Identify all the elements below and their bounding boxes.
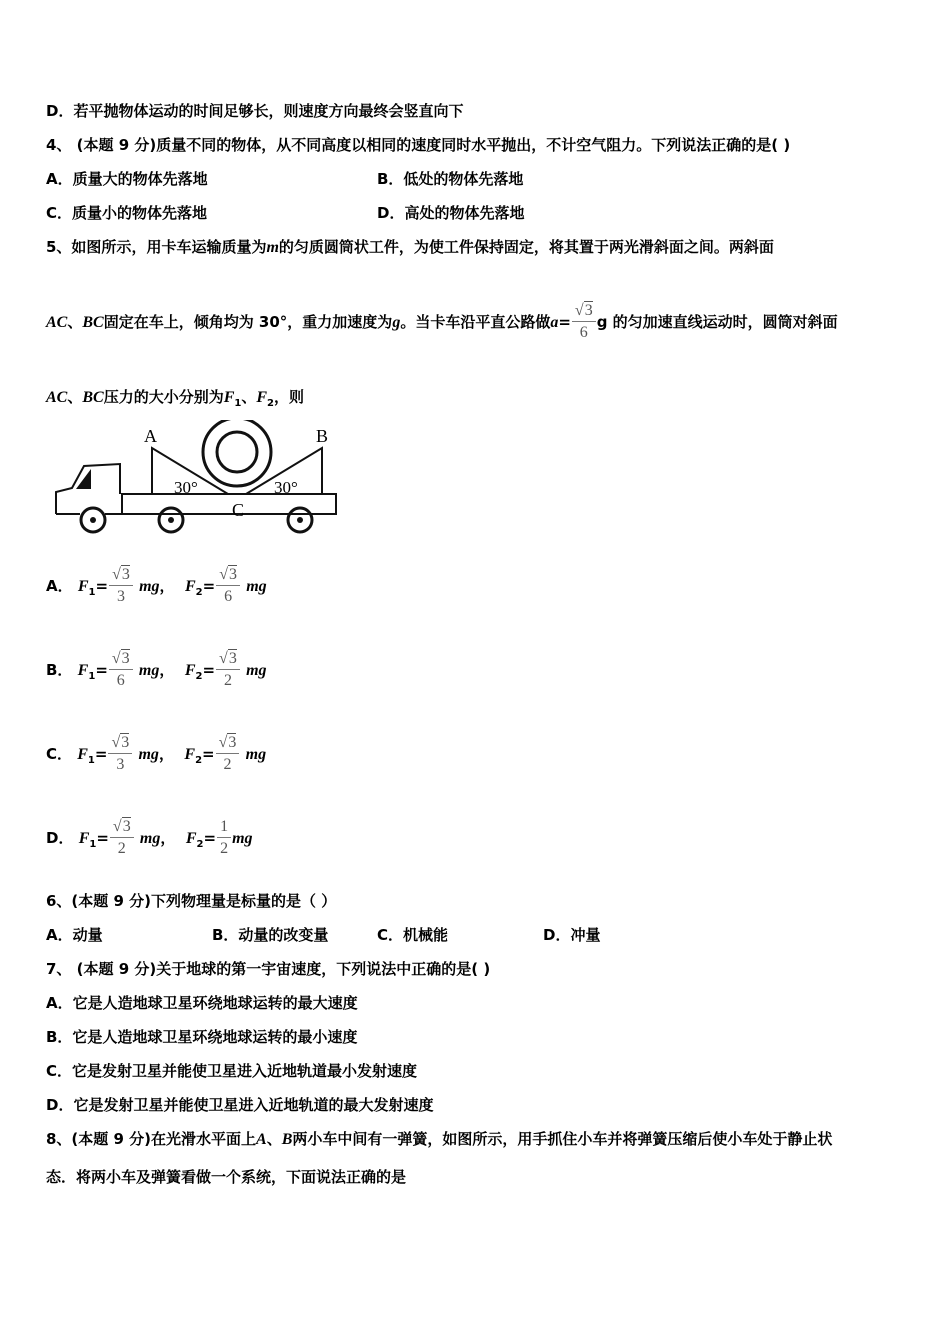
var-f: F [77, 578, 89, 595]
text: C．它是发射卫星并能使卫星进入近地轨道最小发射速度 [46, 1062, 418, 1080]
fraction-sqrt3-over-6 [572, 301, 596, 344]
text: B．动量的改变量 [212, 926, 329, 944]
fraction [109, 565, 133, 608]
sqrt-sign: √ [219, 650, 228, 667]
angle-right: 30° [274, 478, 298, 497]
option-label: B． [46, 661, 73, 679]
var-f: F [78, 830, 90, 847]
text: 两小车中间有一弹簧，如图所示，用手抓住小车并将弹簧压缩后使小车处于静止状 [292, 1130, 833, 1148]
q7-option-c [46, 1060, 417, 1082]
question-6 [46, 890, 336, 912]
subscript: 1 [88, 671, 96, 682]
sqrt-sign: √ [219, 566, 228, 583]
subscript: 2 [196, 839, 204, 850]
label-c: C [232, 500, 245, 520]
denominator: 2 [223, 672, 232, 689]
var-mg: mg [138, 662, 160, 679]
fraction [216, 733, 240, 776]
fraction [216, 649, 240, 692]
denominator: 3 [116, 588, 125, 605]
var-mg: mg [246, 578, 267, 595]
text: C．机械能 [377, 926, 449, 944]
q5-option-b [46, 646, 267, 701]
q4-option-a [46, 168, 208, 190]
var-bc: BC [82, 314, 104, 331]
denominator: 3 [116, 756, 125, 773]
text: D．若平抛物体运动的时间足够长，则速度方向最终会竖直向下 [46, 102, 464, 120]
text: A．质量大的物体先落地 [46, 170, 208, 188]
text: 态．将两小车及弹簧看做一个系统，下面说法正确的是 [46, 1168, 407, 1186]
text: = [202, 577, 216, 595]
text: = [94, 745, 108, 763]
q5-option-c [46, 730, 266, 785]
question-5-line-1 [46, 236, 774, 259]
radicand: 3 [121, 734, 130, 751]
subscript: 2 [195, 587, 203, 598]
text: 的匀质圆筒状工件，为使工件保持固定，将其置于两光滑斜面之间。两斜面 [278, 238, 774, 256]
text: 4、 (本题 9 分)质量不同的物体，从不同高度以相同的速度同时水平抛出，不计空气阻力。下列说法正确的是( ) [46, 136, 791, 154]
option-label: A． [46, 577, 73, 595]
q4-option-c [46, 202, 207, 224]
text: 5、如图所示，用卡车运输质量为 [46, 238, 267, 256]
text: 7、 (本题 9 分)关于地球的第一宇宙速度，下列说法中正确的是( ) [46, 960, 491, 978]
var-m: m [266, 239, 279, 256]
question-7 [46, 958, 490, 980]
subscript: 1 [87, 755, 95, 766]
var-ac: AC [46, 314, 68, 331]
text: = [95, 577, 109, 595]
fraction [216, 565, 240, 608]
text: 、 [67, 388, 83, 406]
var-a: A [256, 1131, 267, 1148]
text: 压力的大小分别为 [103, 388, 224, 406]
text: 、 [266, 1130, 282, 1148]
var-mg: mg [245, 746, 267, 763]
text: ， [159, 661, 175, 679]
numerator: 1 [217, 817, 231, 838]
fraction [109, 649, 133, 692]
var-bc: BC [82, 389, 104, 406]
text: = [203, 829, 217, 847]
subscript: 2 [195, 671, 203, 682]
text: 固定在车上，倾角均为 30°，重力加速度为 [103, 313, 393, 331]
q4-option-d [377, 202, 524, 224]
text: A．动量 [46, 926, 103, 944]
radicand: 3 [121, 566, 130, 583]
var-f2: F [256, 389, 268, 406]
text: A．它是人造地球卫星环绕地球运转的最大速度 [46, 994, 358, 1012]
text: = [95, 661, 108, 679]
var-a: a [550, 314, 559, 331]
text: ， [158, 745, 174, 763]
var-f1: F [223, 389, 235, 406]
var-f: F [185, 578, 196, 595]
q4-option-b [377, 168, 523, 190]
var-b: B [281, 1131, 293, 1148]
question-4 [46, 134, 790, 156]
var-g: g [392, 314, 401, 331]
var-mg: mg [139, 830, 161, 847]
sqrt-sign: √ [218, 734, 228, 751]
fraction [110, 817, 134, 860]
radicand: 3 [122, 818, 131, 835]
text: 。当卡车沿平直公路做 [400, 313, 551, 331]
text: C．质量小的物体先落地 [46, 204, 208, 222]
text: D．冲量 [543, 926, 601, 944]
subscript: 1 [234, 398, 242, 409]
option-label: D． [46, 829, 74, 847]
denominator: 2 [117, 840, 126, 857]
subscript: 1 [88, 587, 96, 598]
denominator: 6 [116, 672, 125, 689]
angle-left: 30° [174, 478, 198, 497]
text: = [96, 829, 109, 847]
question-5-line-2 [46, 300, 838, 345]
q5-option-a [46, 562, 267, 617]
var-ac: AC [46, 389, 68, 406]
var-mg: mg [232, 830, 253, 847]
denominator: 2 [220, 840, 229, 857]
var-f: F [77, 662, 89, 679]
q7-option-b [46, 1026, 357, 1048]
label-b: B [316, 426, 329, 446]
text: = [558, 313, 571, 331]
option-label: C． [46, 745, 73, 763]
radicand: 3 [228, 650, 237, 667]
label-a: A [144, 426, 157, 446]
sqrt-sign: √ [111, 650, 121, 667]
prev-option-d [46, 100, 463, 122]
sqrt-sign: √ [112, 566, 121, 583]
radicand: 3 [229, 566, 237, 583]
text: ， [160, 829, 176, 847]
text: D．它是发射卫星并能使卫星进入近地轨道的最大发射速度 [46, 1096, 434, 1114]
sqrt-sign: √ [112, 818, 122, 835]
var-mg: mg [139, 578, 160, 595]
q6-option-a [46, 924, 103, 946]
sqrt-sign: √ [111, 734, 121, 751]
q7-option-d [46, 1094, 433, 1116]
subscript: 2 [195, 755, 203, 766]
cylinder-inner [217, 432, 257, 472]
denominator: 6 [579, 324, 588, 341]
text: 、 [241, 388, 257, 406]
q6-option-d [543, 924, 600, 946]
var-f: F [185, 830, 197, 847]
text: 、 [67, 313, 83, 331]
q6-option-c [377, 924, 448, 946]
subscript: 1 [89, 839, 97, 850]
var-mg: mg [138, 746, 159, 763]
denominator: 2 [223, 756, 232, 773]
fraction [108, 733, 132, 776]
text: B．它是人造地球卫星环绕地球运转的最小速度 [46, 1028, 358, 1046]
q7-option-a [46, 992, 358, 1014]
q6-option-b [212, 924, 328, 946]
text: D．高处的物体先落地 [377, 204, 525, 222]
truck-figure [50, 420, 342, 540]
text: ，则 [274, 388, 305, 406]
sqrt-sign: √ [574, 302, 584, 319]
text: 6、(本题 9 分)下列物理量是标量的是（ ） [46, 892, 337, 910]
cylinder [203, 420, 271, 486]
text: 8、(本题 9 分)在光滑水平面上 [46, 1130, 257, 1148]
text: B．低处的物体先落地 [377, 170, 524, 188]
radicand: 3 [584, 302, 593, 319]
fraction [217, 817, 231, 860]
text: = [202, 661, 216, 679]
question-5-line-3 [46, 386, 304, 415]
radicand: 3 [121, 650, 130, 667]
question-8-line-2 [46, 1166, 406, 1188]
subscript: 2 [267, 398, 275, 409]
var-f: F [184, 746, 196, 763]
denominator: 6 [224, 588, 233, 605]
text: ， [159, 577, 175, 595]
var-mg: mg [246, 662, 267, 679]
text: g 的匀加速直线运动时，圆筒对斜面 [596, 313, 838, 331]
question-8-line-1 [46, 1128, 832, 1151]
text: = [202, 745, 215, 763]
var-f: F [77, 746, 88, 763]
q5-option-d [46, 814, 253, 869]
var-f: F [184, 662, 196, 679]
truck-bed [122, 494, 336, 514]
radicand: 3 [228, 734, 237, 751]
